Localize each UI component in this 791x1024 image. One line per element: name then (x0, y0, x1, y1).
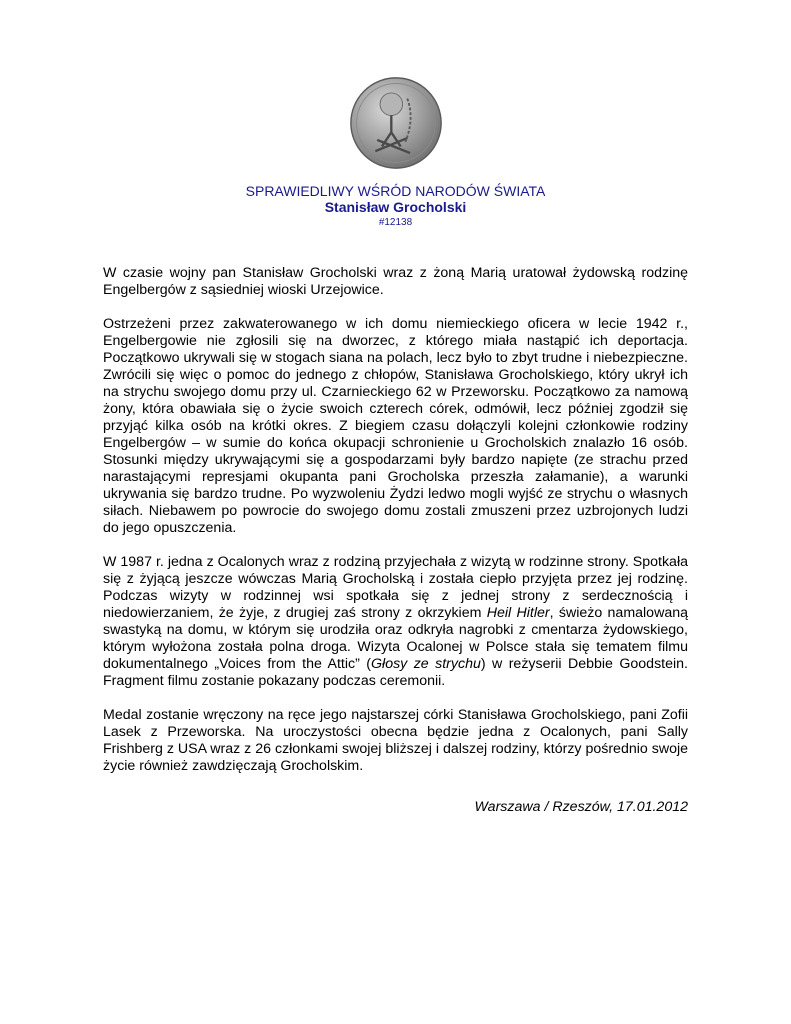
honoree-name: Stanisław Grocholski (324, 199, 467, 215)
paragraph: W 1987 r. jedna z Ocalonych wraz z rodziną przyjechała z wizytą w rodzinne strony. Spotkała się z żyjącą jeszcze wówczas Marią Grocholską i została ciepło przyjęta przez jej rodzinę. Podczas wizyty w rodzinnej wsi spotkała się z jednej strony z serdecznością i niedowierzaniem, że żyje, z drugiej zaś strony z okrzykiem Heil Hitler, świeżo namalowaną swastyką na domu, w którym się urodziła oraz odkryła nagrobki z cmentarza żydowskiego, którym wyłożona została polna droga. Wizyta Ocalonej w Polsce stała się tematem filmu dokumentalnego „Voices from the Attic” (Głosy ze strychu) w reżyserii Debbie Goodstein. Fragment filmu zostanie pokazany podczas ceremonii. (103, 554, 688, 689)
title: SPRAWIEDLIWY WŚRÓD NARODÓW ŚWIATA (245, 183, 546, 199)
medal-icon (349, 76, 443, 170)
record-number: #12138 (378, 217, 413, 228)
place-date-signature: Warszawa / Rzeszów, 17.01.2012 (474, 799, 688, 815)
paragraph: Ostrzeżeni przez zakwaterowanego w ich domu niemieckiego oficera w lecie 1942 r., Engelbergowie nie zgłosili się na dworzec, z którego miała nastąpić ich deportacja. Początkowo ukrywali się w stogach siana na polach, lecz było to zbyt trudne i niebezpieczne. Zwrócili się więc o pomoc do jednego z chłopów, Stanisława Grocholskiego, który ukrył ich na strychu swojego domu przy ul. Czarnieckiego 62 w Przeworsku. Początkowo za namową żony, która obawiała się o życie swoich czterech córek, odmówił, lecz później zgodził się przyjąć kilka osób na krótki okres. Z biegiem czasu dołączyli kolejni członkowie rodziny Engelbergów – w sumie do końca okupacji schronienie u Grocholskich znalazło 16 osób. Stosunki między ukrywającymi się a gospodarzami były bardzo napięte (ze strachu przed narastającymi represjami okupanta pani Grocholska przeszła załamanie), a warunki ukrywania się bardzo trudne. Po wyzwoleniu Żydzi ledwo mogli wyjść ze strychu o własnych siłach. Niebawem po powrocie do swojego domu zostali zmuszeni przez uzbrojonych ludzi do jego opuszczenia. (103, 316, 688, 536)
paragraph: W czasie wojny pan Stanisław Grocholski wraz z żoną Marią uratował żydowską rodzinę Engelbergów z sąsiedniej wioski Urzejowice. (103, 265, 688, 298)
document-body (103, 265, 688, 792)
paragraph: Medal zostanie wręczony na ręce jego najstarszej córki Stanisława Grocholskiego, pani Zofii Lasek z Przeworska. Na uroczystości obecna będzie jedna z Ocalonych, pani Sally Frishberg z USA wraz z 26 członkami swojej bliższej i dalszej rodziny, którzy pośrednio swoje życie również zawdzięczają Grocholskim. (103, 707, 688, 774)
